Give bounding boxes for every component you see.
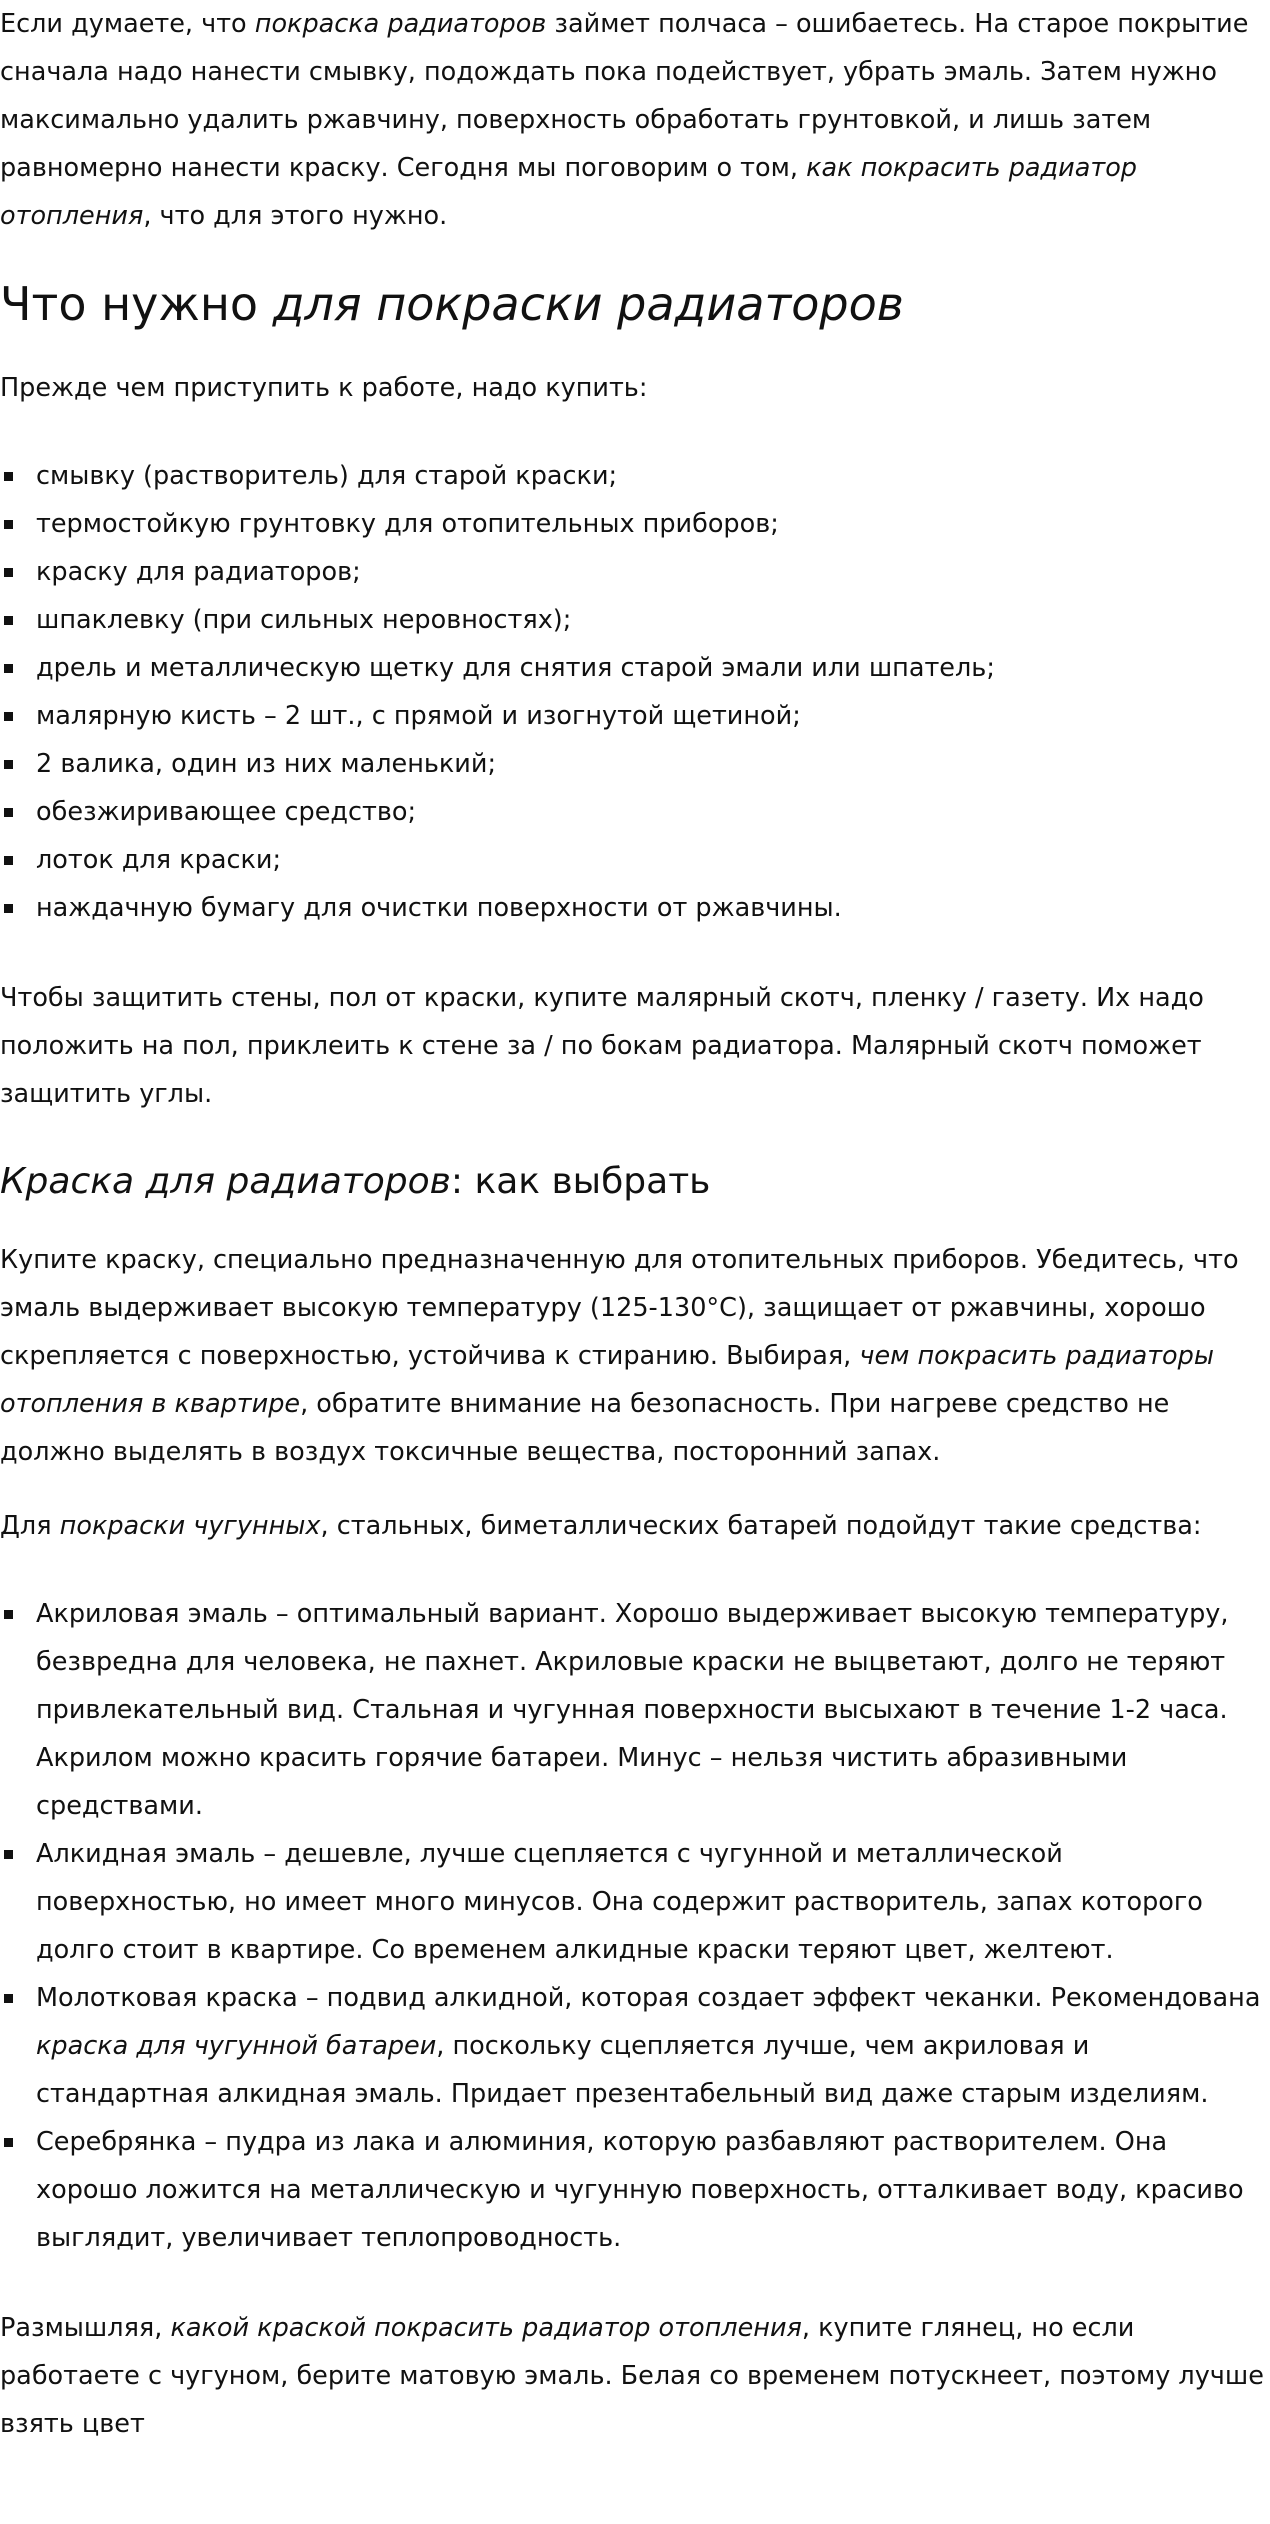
intro-emphasis-1: покраска радиаторов [254, 9, 547, 39]
heading-paint-plain: : как выбрать [450, 1161, 711, 1202]
paint-types-list [0, 1590, 1270, 2262]
intro-text-3: , что для этого нужно. [143, 201, 448, 231]
hammer-text-1: Молотковая краска – подвид алкидной, которая создает эффект чеканки. Рекомендована [36, 1983, 1261, 2013]
protect-paragraph: Чтобы защитить стены, пол от краски, купите малярный скотч, пленку / газету. Их надо положить на пол, приклеить к стене за / по бокам радиатора. Малярный скотч поможет защитить углы. [0, 983, 1204, 1109]
list-item: смывку (растворитель) для старой краски; [0, 452, 1270, 500]
list-item: 2 валика, один из них маленький; [0, 740, 1270, 788]
heading-paint-emphasis: Краска для радиаторов [0, 1161, 451, 1202]
hammer-emphasis: краска для чугунной батареи [36, 2031, 437, 2061]
think-text-1: Размышляя, [0, 2313, 171, 2343]
buy-text-1: Купите краску, специально предназначенную для отопительных приборов. Убедитесь, что эмаль выдерживает высокую температуру (125-130°C), защищает от ржавчины, хорошо скрепляется с поверхностью, устойчива к стиранию. Выбирая, [0, 1245, 1239, 1371]
heading-tools-emphasis: для покраски радиаторов [272, 277, 904, 331]
tools-list [0, 452, 1270, 932]
heading-paint-choice [0, 1158, 1270, 1206]
think-text-2: , купите глянец, но если работаете с чугуном, берите матовую эмаль. Белая со временем потускнеет, поэтому лучше взять цвет [0, 2313, 1264, 2439]
heading-tools [0, 274, 1270, 334]
buy-emphasis: чем покрасить радиаторы отопления в квартире [0, 1341, 1214, 1419]
types-lead-text-1: Для [0, 1511, 60, 1541]
tools-lead-paragraph: Прежде чем приступить к работе, надо купить: [0, 373, 648, 403]
list-item-alkyd: Алкидная эмаль – дешевле, лучше сцепляется с чугунной и металлической поверхностью, но имеет много минусов. Она содержит растворитель, запах которого долго стоит в квартире. Со временем алкидные краски теряют цвет, желтеют. [0, 1830, 1270, 1974]
list-item: наждачную бумагу для очистки поверхности от ржавчины. [0, 884, 1270, 932]
list-item-silver: Серебрянка – пудра из лака и алюминия, которую разбавляют растворителем. Она хорошо ложится на металлическую и чугунную поверхность, отталкивает воду, красиво выглядит, увеличивает теплопроводность. [0, 2118, 1270, 2262]
types-lead-text-2: , стальных, биметаллических батарей подойдут такие средства: [320, 1511, 1202, 1541]
intro-paragraph [0, 0, 1270, 240]
buy-paint-paragraph [0, 1236, 1270, 1476]
buy-text-2: , обратите внимание на безопасность. При нагреве средство не должно выделять в воздух токсичные вещества, посторонний запах. [0, 1389, 1170, 1467]
list-item: краску для радиаторов; [0, 548, 1270, 596]
finish-choice-paragraph [0, 2304, 1270, 2448]
list-item: малярную кисть – 2 шт., с прямой и изогнутой щетиной; [0, 692, 1270, 740]
list-item: обезжиривающее средство; [0, 788, 1270, 836]
list-item: лоток для краски; [0, 836, 1270, 884]
heading-tools-plain: Что нужно [0, 277, 273, 331]
list-item-acrylic: Акриловая эмаль – оптимальный вариант. Хорошо выдерживает высокую температуру, безвредна для человека, не пахнет. Акриловые краски не выцветают, долго не теряют привлекательный вид. Стальная и чугунная поверхности высыхают в течение 1-2 часа. Акрилом можно красить горячие батареи. Минус – нельзя чистить абразивными средствами. [0, 1590, 1270, 1830]
think-emphasis: какой краской покрасить радиатор отопления [170, 2313, 802, 2343]
intro-text-1: Если думаете, что [0, 9, 255, 39]
hammer-text-2: , поскольку сцепляется лучше, чем акриловая и стандартная алкидная эмаль. Придает презентабельный вид даже старым изделиям. [36, 2031, 1209, 2109]
intro-emphasis-2: как покрасить радиатор отопления [0, 153, 1137, 231]
intro-text-2: займет полчаса – ошибаетесь. На старое покрытие сначала надо нанести смывку, подождать пока подействует, убрать эмаль. Затем нужно максимально удалить ржавчину, поверхность обработать грунтовкой, и лишь затем равномерно нанести краску. Сегодня мы поговорим о том, [0, 9, 1249, 183]
list-item: термостойкую грунтовку для отопительных приборов; [0, 500, 1270, 548]
list-item: шпаклевку (при сильных неровностях); [0, 596, 1270, 644]
types-lead-emphasis: покраски чугунных [59, 1511, 321, 1541]
list-item: дрель и металлическую щетку для снятия старой эмали или шпатель; [0, 644, 1270, 692]
list-item-hammer [0, 1974, 1270, 2118]
paint-types-lead [0, 1502, 1270, 1550]
